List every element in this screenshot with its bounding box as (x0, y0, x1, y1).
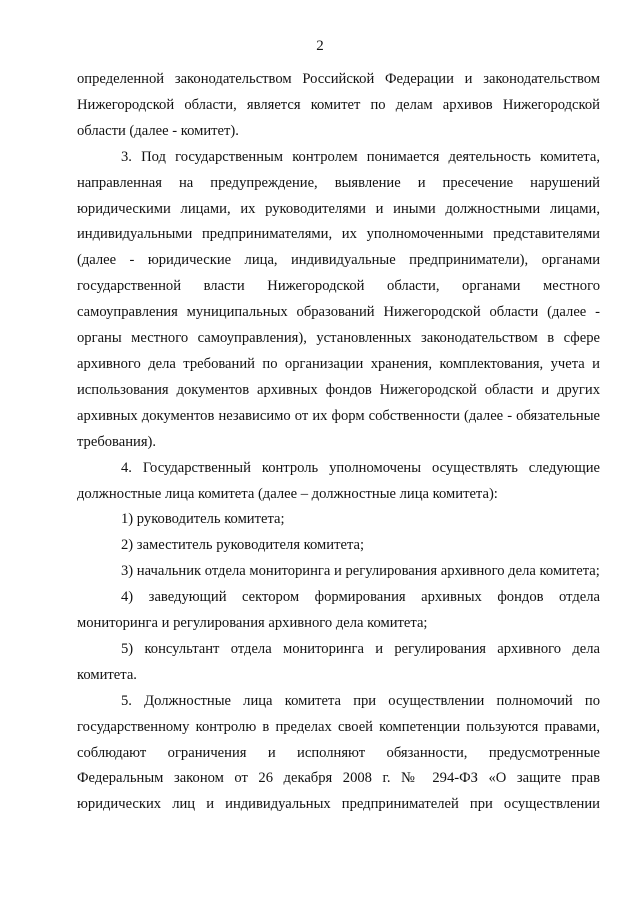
paragraph-5-rights: 5. Должностные лица комитета при осуществлении полномочий по государственному контролю в пределах своей компетенции пользуются правами, соблюдают ограничения и исполняют обязанности, предусмотренные Федеральным законом от 26 декабря 2008 г. № 294-ФЗ «О защите прав юридических лиц и индивидуальных предпринимателей при осуществлении (77, 692, 600, 813)
list-item-3: 3) начальник отдела мониторинга и регулирования архивного дела комитета; (121, 563, 600, 580)
paragraph-3-definition: 3. Под государственным контролем понимается деятельность комитета, направленная на предупреждение, выявление и пресечение нарушений юридическими лицами, их руководителями и иными должностными лицами, индивидуальными предпринимателями, их уполномоченными представителями (далее - юридические лица, индивидуальные предприниматели), органами государственной власти Нижегородской области, органами местного самоуправления муниципальных образований Нижегородской области (далее - органы местного самоуправления), установленных законодательством в сфере архивного дела требований по организации хранения, комплектования, учета и использования документов архивных фондов Нижегородской области и других архивных документов независимо от их форм собственности (далее - обязательные требования). (77, 148, 600, 450)
document-body (77, 67, 600, 818)
list-item-5: 5) консультант отдела мониторинга и регулирования архивного дела комитета. (77, 640, 600, 683)
paragraph-4-officials: 4. Государственный контроль уполномочены осуществлять следующие должностные лица комитета (далее – должностные лица комитета): (77, 459, 600, 502)
list-item-2: 2) заместитель руководителя комитета; (121, 537, 365, 554)
list-item-4: 4) заведующий сектором формирования архивных фондов отдела мониторинга и регулирования архивного дела комитета; (77, 589, 600, 632)
page-number: 2 (316, 38, 324, 54)
paragraph-continuation: определенной законодательством Российской Федерации и законодательством Нижегородской области, является комитет по делам архивов Нижегородской области (далее - комитет). (77, 71, 600, 139)
list-item-1: 1) руководитель комитета; (121, 511, 285, 528)
